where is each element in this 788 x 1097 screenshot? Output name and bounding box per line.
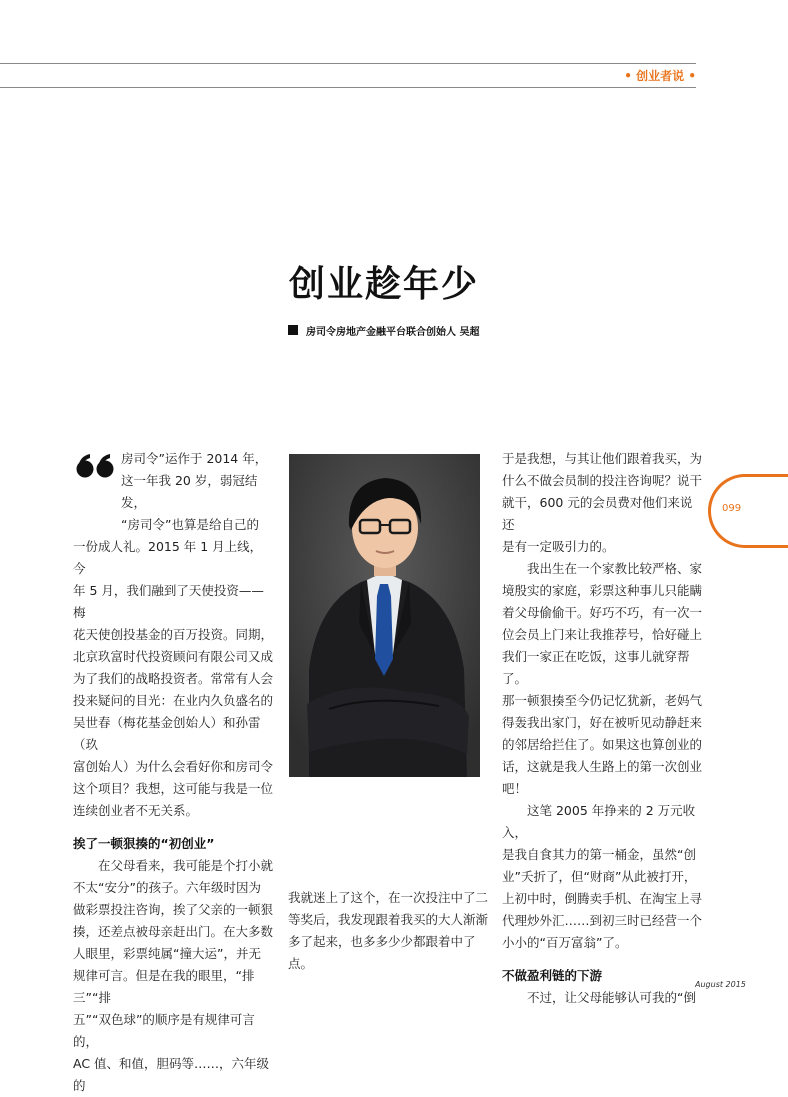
section-tag: • 创业者说 • [624,69,696,83]
text-line: 为了我们的战略投资者。常常有人会 [73,671,274,686]
section-heading-2: 不做盈利链的下游 [502,968,603,983]
col1-paragraph-1 [73,448,273,822]
text-line: 吴世春（梅花基金创始人）和孙雷（玖 [73,715,261,752]
col3-paragraph-3 [502,800,702,954]
byline-square-icon [288,325,298,335]
header-rule-top [0,63,696,64]
text-line: 连续创业者不无关系。 [73,803,199,818]
article-title: 创业趁年少 [288,263,479,305]
col3-paragraph-1 [502,448,702,558]
text-line: 位会员上门来让我推荐号，恰好碰上 [502,627,703,642]
byline [288,322,479,338]
text-line: 我出生在一个家教比较严格、家 [527,561,703,576]
text-line: 的邻居给拦住了。如果这也算创业的 [502,737,703,752]
text-line: 境殷实的家庭，彩票这种事儿只能瞒 [502,583,703,598]
text-line: 做彩票投注咨询，挨了父亲的一顿狠 [73,902,274,917]
text-line: 年 5 月，我们融到了天使投资——梅 [73,583,264,620]
text-line: 话，这就是我人生路上的第一次创业 [502,759,703,774]
col1-paragraph-2 [73,855,273,1097]
text-line: 花天使创投基金的百万投资。同期， [73,627,274,642]
text-line: 就干，600 元的会员费对他们来说还 [502,495,693,532]
portrait-illustration [289,454,480,777]
text-line: 得轰我出家门，好在被听见动静赶来 [502,715,703,730]
text-line: 等奖后，我发现跟着我买的大人渐渐 [288,912,489,927]
text-line: 是我自食其力的第一桶金，虽然“创 [502,847,696,862]
text-line: 这笔 2005 年挣来的 2 万元收入， [502,803,696,840]
text-line: 是有一定吸引力的。 [502,539,615,554]
text-line: 房司令”运作于 2014 年， [121,451,268,466]
text-line: 不太“安分”的孩子。六年级时因为 [73,880,261,895]
text-line: 揍，还差点被母亲赶出门。在大多数 [73,924,274,939]
text-line: 代理炒外汇……到初三时已经营一个 [502,913,703,928]
author-photo [289,454,480,777]
text-line: 那一顿狠揍至今仍记忆犹新，老妈气 [502,693,703,708]
header-rule-bottom [0,87,696,88]
text-line: 人眼里，彩票纯属“撞大运”，并无 [73,946,261,961]
text-line: 上初中时，倒腾卖手机、在淘宝上寻 [502,891,703,906]
text-line: 这一年我 20 岁，弱冠结发， [121,473,258,510]
text-line: 于是我想，与其让他们跟着我买，为 [502,451,703,466]
text-line: 富创始人）为什么会看好你和房司令 [73,759,274,774]
page-number-tab [708,474,788,548]
text-line: 小小的“百万富翁”了。 [502,935,628,950]
text-line: 这个项目？我想，这可能与我是一位 [73,781,274,796]
text-line: 在父母看来，我可能是个打小就 [98,858,274,873]
text-line: 一份成人礼。2015 年 1 月上线，今 [73,539,263,576]
text-line: 五”“双色球”的顺序是有规律可言的， [73,1012,255,1049]
text-line: 投来疑问的目光：在业内久负盛名的 [73,693,274,708]
footer-date: August 2015 [695,980,746,989]
column-2 [288,887,488,975]
col3-paragraph-2 [502,558,702,800]
text-line: 我们一家正在吃饭，这事儿就穿帮了。 [502,649,690,686]
text-line: 不过，让父母能够认可我的“倒 [527,990,696,1005]
col3-paragraph-4 [502,987,702,1009]
column-3 [502,448,702,1009]
text-line: AC 值、和值，胆码等……，六年级的 [73,1056,270,1093]
byline-text: 房司令房地产金融平台联合创始人 吴超 [306,326,480,338]
section-heading-1: 挨了一顿狠揍的“初创业” [73,836,215,851]
text-line: 多了起来，也多多少少都跟着中了点。 [288,934,476,971]
text-line: 业”夭折了，但“财商”从此被打开， [502,869,697,884]
text-line: 北京玖富时代投资顾问有限公司又成 [73,649,274,664]
page-number: 099 [722,503,742,514]
text-line: 规律可言。但是在我的眼里，“排三”“排 [73,968,255,1005]
column-1 [73,448,273,1097]
text-line: 什么不做会员制的投注咨询呢？说干 [502,473,703,488]
text-line: 着父母偷偷干。好巧不巧，有一次一 [502,605,703,620]
text-line: 我就迷上了这个，在一次投注中了二 [288,890,489,905]
text-line: “房司令”也算是给自己的 [121,517,259,532]
text-line: 吧！ [502,781,528,796]
